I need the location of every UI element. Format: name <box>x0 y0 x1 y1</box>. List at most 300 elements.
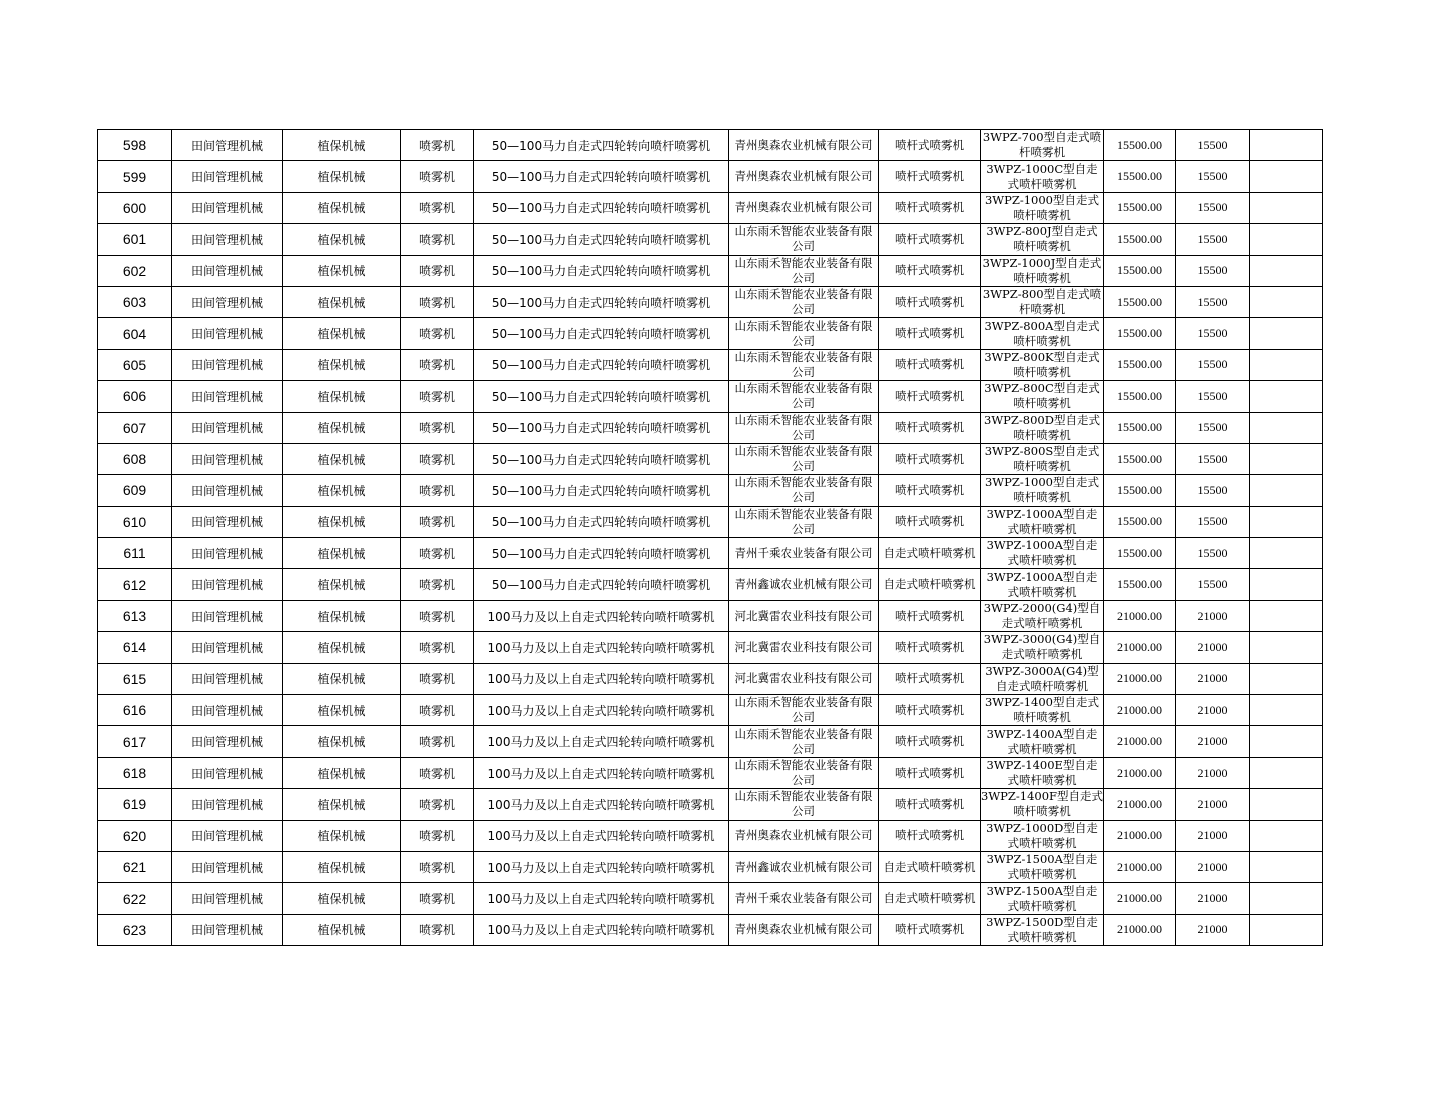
table-row <box>98 695 1323 726</box>
category-cell: 田间管理机械 <box>172 130 283 161</box>
product-name-cell-text: 喷杆式喷雾机 <box>895 514 964 529</box>
serial-number: 603 <box>98 286 172 317</box>
product-name-cell <box>879 695 981 726</box>
manufacturer-cell-text: 青州千乘农业装备有限公司 <box>734 545 873 560</box>
remark-cell <box>1250 757 1323 788</box>
product-name-cell-text: 喷杆式喷雾机 <box>895 702 964 717</box>
remark-cell <box>1250 224 1323 255</box>
manufacturer-cell <box>729 130 879 161</box>
subsidy-cell: 21000 <box>1176 757 1250 788</box>
remark-cell <box>1250 632 1323 663</box>
grade-cell: 50—100马力自走式四轮转向喷杆喷雾机 <box>474 569 729 600</box>
manufacturer-cell-text: 山东雨禾智能农业装备有限公司 <box>734 758 873 787</box>
category-cell: 田间管理机械 <box>172 475 283 506</box>
subcategory-cell: 植保机械 <box>283 506 401 537</box>
product-name-cell <box>879 538 981 569</box>
grade-cell: 50—100马力自走式四轮转向喷杆喷雾机 <box>474 412 729 443</box>
product-name-cell <box>879 632 981 663</box>
grade-cell: 100马力及以上自走式四轮转向喷杆喷雾机 <box>474 600 729 631</box>
manufacturer-cell-text: 青州奥森农业机械有限公司 <box>734 200 873 215</box>
serial-number: 611 <box>98 538 172 569</box>
category-cell: 田间管理机械 <box>172 192 283 223</box>
subsidy-cell: 21000 <box>1176 820 1250 851</box>
manufacturer-cell <box>729 538 879 569</box>
manufacturer-cell-text: 山东雨禾智能农业装备有限公司 <box>734 506 873 536</box>
subcategory-cell: 植保机械 <box>283 820 401 851</box>
item-cell: 喷雾机 <box>401 600 474 631</box>
model-cell-text: 3WPZ-800J型自走式喷杆喷雾机 <box>986 224 1098 254</box>
product-name-cell <box>879 569 981 600</box>
manufacturer-cell <box>729 695 879 726</box>
product-name-cell <box>879 412 981 443</box>
table-row <box>98 381 1323 412</box>
model-cell-text: 3WPZ-1400E型自走式喷杆喷雾机 <box>986 758 1098 787</box>
model-cell <box>981 695 1104 726</box>
manufacturer-cell <box>729 381 879 412</box>
product-name-cell-text: 自走式喷杆喷雾机 <box>883 577 976 592</box>
item-cell: 喷雾机 <box>401 475 474 506</box>
manufacturer-cell <box>729 224 879 255</box>
manufacturer-cell-text: 青州奥森农业机械有限公司 <box>734 169 873 184</box>
subsidy-cell: 21000 <box>1176 663 1250 694</box>
subsidy-cell: 15500 <box>1176 381 1250 412</box>
remark-cell <box>1250 286 1323 317</box>
model-cell <box>981 381 1104 412</box>
table-row <box>98 600 1323 631</box>
model-cell-text: 3WPZ-1500A型自走式喷杆喷雾机 <box>986 883 1098 913</box>
serial-number: 616 <box>98 695 172 726</box>
product-name-cell-text: 自走式喷杆喷雾机 <box>883 545 976 560</box>
product-name-cell-text: 喷杆式喷雾机 <box>895 231 964 246</box>
grade-cell: 50—100马力自走式四轮转向喷杆喷雾机 <box>474 130 729 161</box>
serial-number: 608 <box>98 443 172 474</box>
manufacturer-cell-text: 山东雨禾智能农业装备有限公司 <box>734 475 873 505</box>
remark-cell <box>1250 506 1323 537</box>
price-cell: 15500.00 <box>1104 443 1176 474</box>
subcategory-cell: 植保机械 <box>283 726 401 757</box>
grade-cell: 50—100马力自走式四轮转向喷杆喷雾机 <box>474 443 729 474</box>
manufacturer-cell <box>729 851 879 882</box>
table-row <box>98 443 1323 474</box>
serial-number: 609 <box>98 475 172 506</box>
table-row <box>98 538 1323 569</box>
price-cell: 15500.00 <box>1104 318 1176 349</box>
subcategory-cell: 植保机械 <box>283 349 401 380</box>
table-row <box>98 130 1323 161</box>
manufacturer-cell-text: 山东雨禾智能农业装备有限公司 <box>734 444 873 474</box>
grade-cell: 100马力及以上自走式四轮转向喷杆喷雾机 <box>474 726 729 757</box>
serial-number: 599 <box>98 161 172 192</box>
product-name-cell-text: 喷杆式喷雾机 <box>895 357 964 372</box>
product-name-cell <box>879 381 981 412</box>
manufacturer-cell-text: 青州鑫诚农业机械有限公司 <box>734 577 873 592</box>
model-cell-text: 3WPZ-3000(G4)型自走式喷杆喷雾机 <box>983 632 1101 662</box>
item-cell: 喷雾机 <box>401 663 474 694</box>
subcategory-cell: 植保机械 <box>283 224 401 255</box>
subsidy-cell: 21000 <box>1176 695 1250 726</box>
category-cell: 田间管理机械 <box>172 412 283 443</box>
item-cell: 喷雾机 <box>401 506 474 537</box>
product-name-cell-text: 喷杆式喷雾机 <box>895 765 964 780</box>
model-cell-text: 3WPZ-1000型自走式喷杆喷雾机 <box>984 475 1100 505</box>
category-cell: 田间管理机械 <box>172 663 283 694</box>
item-cell: 喷雾机 <box>401 381 474 412</box>
grade-cell: 50—100马力自走式四轮转向喷杆喷雾机 <box>474 475 729 506</box>
model-cell-text: 3WPZ-800A型自走式喷杆喷雾机 <box>984 318 1100 348</box>
product-name-cell-text: 喷杆式喷雾机 <box>895 639 964 654</box>
model-cell-text: 3WPZ-1400F型自走式喷杆喷雾机 <box>981 789 1103 819</box>
manufacturer-cell-text: 青州奥森农业机械有限公司 <box>734 828 873 843</box>
manufacturer-cell-text: 山东雨禾智能农业装备有限公司 <box>734 287 873 317</box>
grade-cell: 100马力及以上自走式四轮转向喷杆喷雾机 <box>474 757 729 788</box>
product-name-cell <box>879 600 981 631</box>
price-cell: 21000.00 <box>1104 820 1176 851</box>
subsidy-cell: 15500 <box>1176 412 1250 443</box>
item-cell: 喷雾机 <box>401 820 474 851</box>
table-row <box>98 192 1323 223</box>
serial-number: 598 <box>98 130 172 161</box>
manufacturer-cell <box>729 506 879 537</box>
item-cell: 喷雾机 <box>401 286 474 317</box>
table-body <box>98 130 1323 946</box>
price-cell: 15500.00 <box>1104 569 1176 600</box>
manufacturer-cell <box>729 632 879 663</box>
category-cell: 田间管理机械 <box>172 632 283 663</box>
product-name-cell <box>879 506 981 537</box>
serial-number: 617 <box>98 726 172 757</box>
remark-cell <box>1250 349 1323 380</box>
grade-cell: 50—100马力自走式四轮转向喷杆喷雾机 <box>474 286 729 317</box>
category-cell: 田间管理机械 <box>172 443 283 474</box>
grade-cell: 50—100马力自走式四轮转向喷杆喷雾机 <box>474 255 729 286</box>
product-name-cell <box>879 726 981 757</box>
product-name-cell-text: 喷杆式喷雾机 <box>895 608 964 623</box>
category-cell: 田间管理机械 <box>172 851 283 882</box>
grade-cell: 50—100马力自走式四轮转向喷杆喷雾机 <box>474 192 729 223</box>
model-cell-text: 3WPZ-800D型自走式喷杆喷雾机 <box>984 412 1100 442</box>
manufacturer-cell <box>729 757 879 788</box>
product-name-cell <box>879 443 981 474</box>
manufacturer-cell <box>729 443 879 474</box>
price-cell: 21000.00 <box>1104 695 1176 726</box>
product-name-cell-text: 喷杆式喷雾机 <box>895 734 964 749</box>
product-name-cell-text: 喷杆式喷雾机 <box>895 451 964 466</box>
grade-cell: 50—100马力自走式四轮转向喷杆喷雾机 <box>474 381 729 412</box>
product-name-cell <box>879 789 981 820</box>
remark-cell <box>1250 695 1323 726</box>
remark-cell <box>1250 412 1323 443</box>
model-cell <box>981 632 1104 663</box>
category-cell: 田间管理机械 <box>172 224 283 255</box>
manufacturer-cell <box>729 161 879 192</box>
table-row <box>98 161 1323 192</box>
subcategory-cell: 植保机械 <box>283 381 401 412</box>
subcategory-cell: 植保机械 <box>283 600 401 631</box>
model-cell-text: 3WPZ-1400A型自走式喷杆喷雾机 <box>986 726 1098 756</box>
price-cell: 21000.00 <box>1104 600 1176 631</box>
product-name-cell <box>879 349 981 380</box>
subsidy-cell: 15500 <box>1176 475 1250 506</box>
table-row <box>98 349 1323 380</box>
category-cell: 田间管理机械 <box>172 161 283 192</box>
price-cell: 15500.00 <box>1104 349 1176 380</box>
price-cell: 15500.00 <box>1104 538 1176 569</box>
product-name-cell-text: 自走式喷杆喷雾机 <box>883 859 976 874</box>
model-cell <box>981 757 1104 788</box>
manufacturer-cell <box>729 914 879 945</box>
grade-cell: 100马力及以上自走式四轮转向喷杆喷雾机 <box>474 632 729 663</box>
item-cell: 喷雾机 <box>401 130 474 161</box>
category-cell: 田间管理机械 <box>172 569 283 600</box>
subsidy-cell: 15500 <box>1176 192 1250 223</box>
model-cell-text: 3WPZ-800型自走式喷杆喷雾机 <box>982 287 1102 317</box>
model-cell <box>981 224 1104 255</box>
grade-cell: 100马力及以上自走式四轮转向喷杆喷雾机 <box>474 914 729 945</box>
table-row <box>98 883 1323 914</box>
subsidy-cell: 21000 <box>1176 632 1250 663</box>
price-cell: 21000.00 <box>1104 663 1176 694</box>
manufacturer-cell-text: 山东雨禾智能农业装备有限公司 <box>734 224 873 254</box>
subsidy-cell: 21000 <box>1176 726 1250 757</box>
product-name-cell-text: 喷杆式喷雾机 <box>895 420 964 435</box>
subcategory-cell: 植保机械 <box>283 192 401 223</box>
category-cell: 田间管理机械 <box>172 538 283 569</box>
remark-cell <box>1250 255 1323 286</box>
model-cell-text: 3WPZ-1000A型自走式喷杆喷雾机 <box>986 506 1098 536</box>
manufacturer-cell-text: 山东雨禾智能农业装备有限公司 <box>734 255 873 285</box>
category-cell: 田间管理机械 <box>172 506 283 537</box>
model-cell <box>981 600 1104 631</box>
serial-number: 622 <box>98 883 172 914</box>
subcategory-cell: 植保机械 <box>283 789 401 820</box>
product-name-cell <box>879 757 981 788</box>
product-name-cell-text: 喷杆式喷雾机 <box>895 671 964 686</box>
category-cell: 田间管理机械 <box>172 820 283 851</box>
subcategory-cell: 植保机械 <box>283 757 401 788</box>
manufacturer-cell <box>729 192 879 223</box>
price-cell: 15500.00 <box>1104 224 1176 255</box>
model-cell <box>981 789 1104 820</box>
category-cell: 田间管理机械 <box>172 883 283 914</box>
price-cell: 21000.00 <box>1104 757 1176 788</box>
item-cell: 喷雾机 <box>401 255 474 286</box>
table-row <box>98 851 1323 882</box>
model-cell-text: 3WPZ-1000J型自走式喷杆喷雾机 <box>982 255 1102 285</box>
table-row <box>98 255 1323 286</box>
remark-cell <box>1250 443 1323 474</box>
model-cell <box>981 883 1104 914</box>
serial-number: 604 <box>98 318 172 349</box>
manufacturer-cell-text: 河北冀雷农业科技有限公司 <box>734 671 873 686</box>
subsidy-cell: 15500 <box>1176 130 1250 161</box>
manufacturer-cell-text: 山东雨禾智能农业装备有限公司 <box>734 318 873 348</box>
product-name-cell-text: 自走式喷杆喷雾机 <box>883 891 976 906</box>
serial-number: 612 <box>98 569 172 600</box>
subsidy-cell: 15500 <box>1176 255 1250 286</box>
grade-cell: 50—100马力自走式四轮转向喷杆喷雾机 <box>474 318 729 349</box>
price-cell: 15500.00 <box>1104 381 1176 412</box>
model-cell-text: 3WPZ-1000A型自走式喷杆喷雾机 <box>986 538 1098 568</box>
subsidy-cell: 15500 <box>1176 318 1250 349</box>
remark-cell <box>1250 883 1323 914</box>
subsidy-cell: 21000 <box>1176 851 1250 882</box>
product-name-cell <box>879 255 981 286</box>
subcategory-cell: 植保机械 <box>283 412 401 443</box>
model-cell <box>981 914 1104 945</box>
remark-cell <box>1250 914 1323 945</box>
category-cell: 田间管理机械 <box>172 600 283 631</box>
model-cell-text: 3WPZ-700型自走式喷杆喷雾机 <box>982 130 1102 160</box>
table-row <box>98 726 1323 757</box>
table-row <box>98 632 1323 663</box>
serial-number: 614 <box>98 632 172 663</box>
category-cell: 田间管理机械 <box>172 695 283 726</box>
product-name-cell <box>879 475 981 506</box>
serial-number: 615 <box>98 663 172 694</box>
remark-cell <box>1250 600 1323 631</box>
grade-cell: 50—100马力自走式四轮转向喷杆喷雾机 <box>474 224 729 255</box>
price-cell: 21000.00 <box>1104 632 1176 663</box>
price-cell: 15500.00 <box>1104 475 1176 506</box>
product-name-cell <box>879 851 981 882</box>
model-cell <box>981 286 1104 317</box>
table-row <box>98 286 1323 317</box>
serial-number: 607 <box>98 412 172 443</box>
grade-cell: 50—100马力自走式四轮转向喷杆喷雾机 <box>474 506 729 537</box>
table-row <box>98 224 1323 255</box>
remark-cell <box>1250 192 1323 223</box>
product-name-cell <box>879 883 981 914</box>
remark-cell <box>1250 726 1323 757</box>
grade-cell: 100马力及以上自走式四轮转向喷杆喷雾机 <box>474 883 729 914</box>
product-name-cell-text: 喷杆式喷雾机 <box>895 828 964 843</box>
product-name-cell <box>879 192 981 223</box>
product-name-cell-text: 喷杆式喷雾机 <box>895 169 964 184</box>
subcategory-cell: 植保机械 <box>283 851 401 882</box>
grade-cell: 100马力及以上自走式四轮转向喷杆喷雾机 <box>474 851 729 882</box>
serial-number: 600 <box>98 192 172 223</box>
manufacturer-cell <box>729 286 879 317</box>
grade-cell: 100马力及以上自走式四轮转向喷杆喷雾机 <box>474 695 729 726</box>
model-cell <box>981 475 1104 506</box>
subsidy-cell: 15500 <box>1176 349 1250 380</box>
remark-cell <box>1250 789 1323 820</box>
subcategory-cell: 植保机械 <box>283 632 401 663</box>
grade-cell: 100马力及以上自走式四轮转向喷杆喷雾机 <box>474 663 729 694</box>
item-cell: 喷雾机 <box>401 757 474 788</box>
price-cell: 21000.00 <box>1104 789 1176 820</box>
manufacturer-cell-text: 河北冀雷农业科技有限公司 <box>734 639 873 654</box>
price-cell: 15500.00 <box>1104 161 1176 192</box>
subcategory-cell: 植保机械 <box>283 569 401 600</box>
model-cell-text: 3WPZ-1000A型自走式喷杆喷雾机 <box>986 569 1098 599</box>
product-name-cell <box>879 224 981 255</box>
price-cell: 21000.00 <box>1104 914 1176 945</box>
subcategory-cell: 植保机械 <box>283 255 401 286</box>
model-cell-text: 3WPZ-800K型自走式喷杆喷雾机 <box>984 349 1100 379</box>
manufacturer-cell-text: 山东雨禾智能农业装备有限公司 <box>734 726 873 756</box>
item-cell: 喷雾机 <box>401 569 474 600</box>
manufacturer-cell <box>729 789 879 820</box>
model-cell <box>981 663 1104 694</box>
subcategory-cell: 植保机械 <box>283 914 401 945</box>
subcategory-cell: 植保机械 <box>283 443 401 474</box>
model-cell <box>981 349 1104 380</box>
manufacturer-cell-text: 山东雨禾智能农业装备有限公司 <box>734 349 873 379</box>
subsidy-table <box>97 129 1323 946</box>
serial-number: 601 <box>98 224 172 255</box>
product-name-cell <box>879 130 981 161</box>
table-row <box>98 757 1323 788</box>
model-cell <box>981 851 1104 882</box>
serial-number: 623 <box>98 914 172 945</box>
table-row <box>98 914 1323 945</box>
remark-cell <box>1250 851 1323 882</box>
remark-cell <box>1250 161 1323 192</box>
item-cell: 喷雾机 <box>401 538 474 569</box>
table-row <box>98 820 1323 851</box>
product-name-cell <box>879 318 981 349</box>
manufacturer-cell <box>729 600 879 631</box>
model-cell-text: 3WPZ-1500D型自走式喷杆喷雾机 <box>986 914 1098 944</box>
serial-number: 605 <box>98 349 172 380</box>
manufacturer-cell <box>729 820 879 851</box>
remark-cell <box>1250 475 1323 506</box>
subsidy-cell: 21000 <box>1176 914 1250 945</box>
table-row <box>98 569 1323 600</box>
manufacturer-cell <box>729 663 879 694</box>
serial-number: 606 <box>98 381 172 412</box>
manufacturer-cell-text: 青州奥森农业机械有限公司 <box>734 922 873 937</box>
product-name-cell <box>879 161 981 192</box>
manufacturer-cell-text: 山东雨禾智能农业装备有限公司 <box>734 695 873 725</box>
manufacturer-cell-text: 青州鑫诚农业机械有限公司 <box>734 859 873 874</box>
model-cell-text: 3WPZ-2000(G4)型自走式喷杆喷雾机 <box>983 601 1101 631</box>
serial-number: 621 <box>98 851 172 882</box>
subcategory-cell: 植保机械 <box>283 883 401 914</box>
product-name-cell-text: 喷杆式喷雾机 <box>895 263 964 278</box>
grade-cell: 100马力及以上自走式四轮转向喷杆喷雾机 <box>474 820 729 851</box>
category-cell: 田间管理机械 <box>172 318 283 349</box>
price-cell: 21000.00 <box>1104 851 1176 882</box>
item-cell: 喷雾机 <box>401 883 474 914</box>
model-cell <box>981 255 1104 286</box>
table-row <box>98 663 1323 694</box>
subsidy-cell: 15500 <box>1176 443 1250 474</box>
category-cell: 田间管理机械 <box>172 381 283 412</box>
subsidy-cell: 15500 <box>1176 224 1250 255</box>
remark-cell <box>1250 538 1323 569</box>
model-cell-text: 3WPZ-1000C型自走式喷杆喷雾机 <box>986 161 1098 191</box>
price-cell: 15500.00 <box>1104 286 1176 317</box>
manufacturer-cell-text: 青州千乘农业装备有限公司 <box>734 891 873 906</box>
remark-cell <box>1250 130 1323 161</box>
model-cell <box>981 412 1104 443</box>
manufacturer-cell-text: 青州奥森农业机械有限公司 <box>734 137 873 152</box>
model-cell <box>981 726 1104 757</box>
price-cell: 15500.00 <box>1104 130 1176 161</box>
remark-cell <box>1250 663 1323 694</box>
subcategory-cell: 植保机械 <box>283 130 401 161</box>
model-cell <box>981 318 1104 349</box>
grade-cell: 50—100马力自走式四轮转向喷杆喷雾机 <box>474 538 729 569</box>
model-cell <box>981 569 1104 600</box>
grade-cell: 50—100马力自走式四轮转向喷杆喷雾机 <box>474 161 729 192</box>
item-cell: 喷雾机 <box>401 318 474 349</box>
category-cell: 田间管理机械 <box>172 349 283 380</box>
manufacturer-cell <box>729 475 879 506</box>
model-cell <box>981 820 1104 851</box>
